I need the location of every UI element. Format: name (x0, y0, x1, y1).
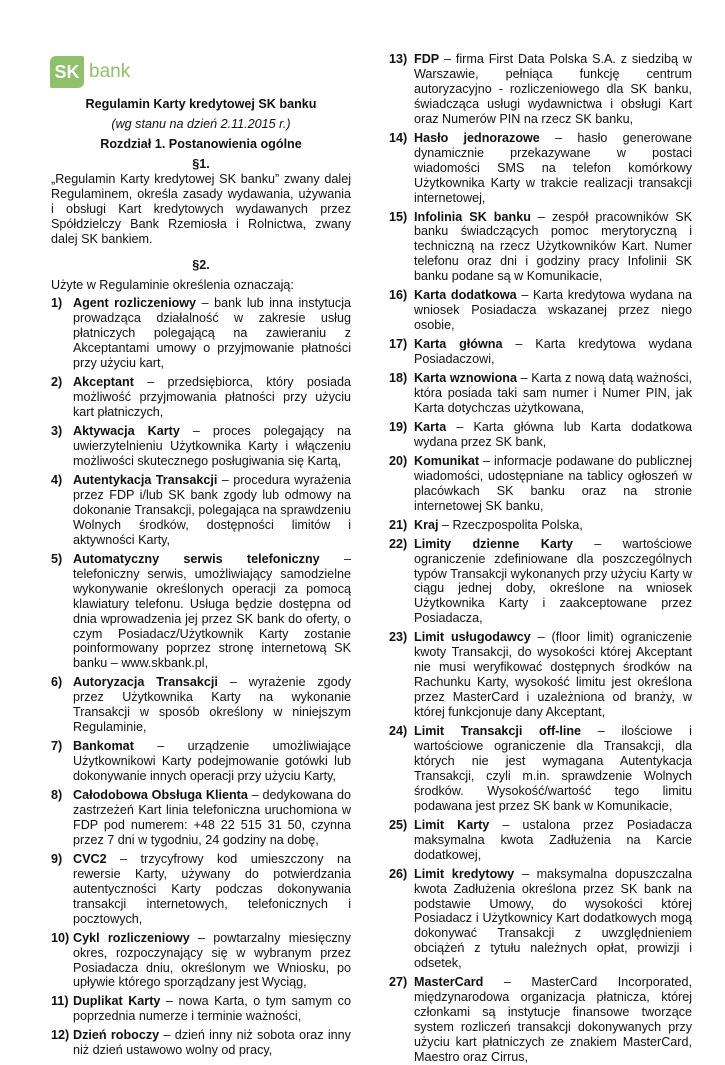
definition-item (51, 424, 351, 469)
definition-number: 18) (389, 371, 408, 386)
definition-term: Infolinia SK banku (414, 209, 531, 224)
definition-body (73, 788, 351, 848)
definition-body (414, 537, 692, 627)
definition-term: Komunikat (414, 453, 480, 468)
definition-number: 26) (389, 866, 408, 881)
definition-term: Autoryzacja Transakcji (73, 675, 218, 690)
definition-body (414, 630, 692, 720)
definition-item (51, 473, 351, 548)
definition-item (389, 337, 692, 367)
definition-term: Bankomat (73, 739, 134, 754)
definition-item (51, 994, 351, 1024)
definition-item (389, 537, 692, 627)
definition-item (389, 420, 692, 450)
definition-term: Karta dodatkowa (414, 288, 517, 303)
definition-item (51, 788, 351, 848)
definition-body (73, 931, 351, 991)
definition-item (51, 852, 351, 927)
definition-term: Całodobowa Obsługa Klienta (73, 788, 248, 803)
definition-item (389, 210, 692, 285)
definition-number: 17) (389, 337, 408, 352)
definition-number: 15) (389, 209, 408, 224)
definition-text: – przedsiębiorca, który posiada możliwość przyjmowania płatności przy użyciu kart płatniczych, (73, 375, 351, 420)
definition-text: – dedykowana do zastrzeżeń Kart linia telefoniczna uruchomiona w FDP pod numerem: +48 22 515 31 50, czynna przez 7 dni w tygodniu, 24 godziny na dobę, (73, 788, 351, 847)
definition-item (51, 375, 351, 420)
definition-number: 12) (51, 1028, 70, 1043)
definition-number: 7) (51, 739, 63, 754)
definition-body (73, 994, 351, 1024)
definition-term: Karta (414, 419, 447, 434)
definition-number: 25) (389, 817, 408, 832)
definition-number: 10) (51, 930, 70, 945)
definition-term: Limit usługodawcy (414, 630, 531, 645)
definition-term: Agent rozliczeniowy (73, 296, 197, 311)
definition-term: Dzień roboczy (73, 1028, 160, 1043)
definition-number: 16) (389, 288, 408, 303)
definition-number: 22) (389, 536, 408, 551)
definition-term: Karta główna (414, 337, 503, 352)
definition-text: – ilościowe i wartościowe ograniczenie dla Transakcji, dla których nie jest wymagana Autentykacja Transakcji, czyli m.in. sprawdzenie Wolnych środków. Wysokość/wartość tego limitu podawana jest przez SK bank w Komunikacie, (414, 724, 692, 813)
definition-term: Aktywacja Karty (73, 424, 180, 439)
definition-number: 24) (389, 724, 408, 739)
definition-number: 5) (51, 551, 63, 566)
definition-body (414, 131, 692, 206)
definition-body (73, 675, 351, 735)
definition-number: 4) (51, 472, 63, 487)
definition-item (51, 739, 351, 784)
definition-term: MasterCard (414, 975, 484, 990)
definition-item (51, 1028, 351, 1058)
definition-text: – trzycyfrowy kod umieszczony na rewersie Karty, używany do potwierdzania autentyczności Karty podczas dokonywania transakcji internetowych, telefonicznych i pocztowych, (73, 851, 351, 926)
definition-number: 14) (389, 130, 408, 145)
definition-body (414, 52, 692, 127)
definition-body (414, 337, 692, 367)
definition-term: Karta wznowiona (414, 371, 517, 386)
chapter-heading: Rozdział 1. Postanowienia ogólne (100, 136, 302, 151)
logo-text: bank (89, 61, 131, 82)
definition-item (389, 867, 692, 972)
definition-body (73, 473, 351, 548)
definition-body (73, 296, 351, 371)
definition-text: – telefoniczny serwis, umożliwiający samodzielne wykonywanie określonych operacji za pomocą klawiatury telefonu. Usługa będzie dostępna od dnia wprowadzenia jej przez SK bank do oferty, o czym Posiadacz/Użytkownik Karty zostanie poinformowany poprzez stronę internetową SK banku – www.skbank.pl, (73, 551, 351, 671)
definition-body (414, 975, 692, 1065)
definition-text: – (floor limit) ograniczenie kwoty Transakcji, do wysokości której Akceptant nie musi weryfikować dostępnych środków na Rachunku Karty, wysokość limitu jest określona przez MasterCard i uzależniona od branży, w której funkcjonuje dany Akceptant, (414, 630, 692, 720)
definition-term: Hasło jednorazowe (414, 130, 540, 145)
definition-item (389, 630, 692, 720)
definition-number: 9) (51, 851, 63, 866)
definition-body (414, 818, 692, 863)
definition-body (414, 454, 692, 514)
definition-item (51, 675, 351, 735)
sk-bank-logo (50, 56, 130, 88)
definition-text: – nowa Karta, o tym samym co poprzednia numerze i terminie ważności, (73, 994, 351, 1024)
definition-text: – dzień inny niż sobota oraz inny niż dzień ustawowo wolny od pracy, (73, 1028, 351, 1058)
definition-item (389, 518, 692, 533)
definition-text: – wartościowe ograniczenie zdefiniowane dla poszczególnych typów Transakcji wykonanych przy użyciu Karty w ciągu jednej doby, określone na wniosek Użytkownika Karty i zaakceptowane przez Posiadacza, (414, 536, 692, 626)
paragraph-1-heading: §1. (192, 156, 210, 171)
definition-term: Autentykacja Transakcji (73, 472, 218, 487)
definition-text: – Karta kredytowa wydana Posiadaczowi, (414, 337, 693, 367)
definition-text: – procedura wyrażenia przez FDP i/lub SK bank zgody lub odmowy na dokonanie Transakcji, polegająca na sprawdzeniu Wolnych środków, dostępności limitów i aktywności Karty, (73, 472, 352, 547)
definition-item (389, 288, 692, 333)
definition-text: – wyrażenie zgody przez Użytkownika Karty na wykonanie Transakcji w sposób określony w niniejszym Regulaminie, (73, 675, 351, 735)
definition-text: – hasło generowane dynamicznie przekazywane w postaci wiadomości SMS na telefon komórkowy Użytkownika Karty w trakcie realizacji transakcji internetowej, (414, 130, 692, 205)
definition-body (414, 724, 692, 814)
definition-text: – Karta główna lub Karta dodatkowa wydana przez SK bank, (414, 419, 692, 449)
definition-body (414, 867, 692, 972)
definition-term: Limit Karty (414, 817, 490, 832)
definition-text: – Rzeczpospolita Polska, (438, 517, 583, 532)
definition-number: 1) (51, 296, 63, 311)
definition-item (389, 975, 692, 1065)
definition-number: 8) (51, 788, 63, 803)
definition-item (389, 454, 692, 514)
definition-list-right (389, 52, 692, 1065)
definition-term: Cykl rozliczeniowy (73, 930, 190, 945)
definition-body (414, 420, 692, 450)
definition-item (51, 931, 351, 991)
definition-term: Limity dzienne Karty (414, 536, 573, 551)
definition-body (73, 739, 351, 784)
definition-term: Automatyczny serwis telefoniczny (73, 551, 320, 566)
definition-text: – Karta z nową datą ważności, która posiada taki sam numer i Numer PIN, jak Karta dotychczas użytkowana, (414, 371, 693, 415)
definition-number: 27) (389, 975, 408, 990)
definition-body (73, 1028, 351, 1058)
definition-text: – zespół pracowników SK banku świadczących pomoc merytoryczną i techniczną na rzecz Użytkowników Kart. Numer telefonu oraz dni i godziny pracy Infolinii SK banku podane są w Komunikacie, (414, 209, 692, 284)
definition-body (414, 371, 692, 416)
right-column (389, 52, 692, 1065)
definition-number: 13) (389, 52, 408, 66)
definition-text: – MasterCard Incorporated, międzynarodowa organizacja płatnicza, której członkami są instytucje finansowe tworzące system rozliczeń transakcji dokonywanych przy użyciu kart płatniczych ze znakiem MasterCard, Maestro oraz Cirrus, (414, 975, 692, 1065)
definition-term: Limit Transakcji off-line (414, 724, 582, 739)
definition-number: 2) (51, 375, 63, 390)
definition-body (73, 424, 351, 469)
definition-text: – maksymalna dopuszczalna kwota Zadłużenia określona przez SK bank na podstawie Umowy, do wysokości której Posiadacz i Użytkownicy Kart dodatkowych mogą dokonywać Transakcji z uwzględnieniem obciążeń z tytułu należnych opłat, prowizji i odsetek, (414, 866, 693, 971)
paragraph-2-heading: §2. (192, 257, 210, 272)
definition-text: – ustalona przez Posiadacza maksymalna kwota Zadłużenia na Karcie dodatkowej, (414, 817, 692, 862)
definition-term: CVC2 (73, 851, 107, 866)
definition-body (73, 852, 351, 927)
definition-item (389, 724, 692, 814)
definition-text: – Karta kredytowa wydana na wniosek Posiadacza wskazanej przez niego osobie, (414, 288, 692, 333)
left-column (51, 97, 351, 1058)
definition-number: 6) (51, 675, 63, 690)
definition-number: 20) (389, 453, 408, 468)
definition-text: – firma First Data Polska S.A. z siedzibą w Warszawie, pełniąca funkcję centrum autoryzacyjno - rozliczeniowego dla SK banku, świadcząca usługi wydawnictwa i obsługi Kart oraz Numerów PIN na rzecz SK banku, (414, 52, 692, 126)
definition-body (73, 552, 351, 672)
definition-text: – proces polegający na uwierzytelnieniu Użytkownika Karty i włączeniu możliwości skutecznego posługiwania się Kartą, (73, 424, 351, 469)
definition-body (414, 288, 692, 333)
definition-number: 19) (389, 419, 408, 434)
definition-body (414, 518, 692, 533)
definition-number: 3) (51, 424, 63, 439)
definition-text: – urządzenie umożliwiające Użytkownikowi Karty podejmowanie gotówki lub dokonywanie innych operacji przy użyciu Karty, (73, 739, 351, 784)
definition-text: – powtarzalny miesięczny okres, rozpoczynający się w wybranym przez Posiadacza dniu, określonym we Wniosku, po upływie którego sporządzany jest Wyciąg, (73, 930, 351, 990)
definition-body (414, 210, 692, 285)
definition-item (389, 371, 692, 416)
paragraph-1-text: „Regulamin Karty kredytowej SK banku” zwany dalej Regulaminem, określa zasady wydawania, używania i obsługi Kart kredytowych wydawanych przez Spółdzielczy Bank Rzemiosła i Rolnictwa, zwany dalej SK bankiem. (51, 171, 351, 246)
definition-term: Akceptant (73, 375, 134, 390)
definition-number: 23) (389, 630, 408, 645)
definition-term: FDP (414, 52, 440, 66)
document-subtitle: (wg stanu na dzień 2.11.2015 r.) (111, 116, 291, 131)
definition-item (51, 552, 351, 672)
definition-number: 21) (389, 517, 408, 532)
definition-term: Duplikat Karty (73, 994, 161, 1009)
paragraph-2-intro: Użyte w Regulaminie określenia oznaczają: (51, 277, 294, 292)
document-title: Regulamin Karty kredytowej SK banku (85, 97, 317, 111)
definition-body (73, 375, 351, 420)
definition-item (389, 131, 692, 206)
definition-list-left (51, 296, 351, 1058)
definition-number: 11) (51, 994, 69, 1009)
definition-term: Kraj (414, 517, 439, 532)
definition-item (51, 296, 351, 371)
definition-item (389, 818, 692, 863)
logo-mark: SK (50, 56, 84, 88)
definition-text: – informacje podawane do publicznej wiadomości, udostępniane na tablicy ogłoszeń w placówkach SK banku oraz na stronie internetowej SK banku, (414, 453, 692, 513)
definition-text: – bank lub inna instytucja prowadząca działalność w zakresie usług płatniczych polegającą na zawieraniu z Akceptantami umowy o przyjmowanie płatności przy użyciu kart, (73, 296, 351, 371)
definition-item (389, 52, 692, 127)
definition-term: Limit kredytowy (414, 866, 515, 881)
